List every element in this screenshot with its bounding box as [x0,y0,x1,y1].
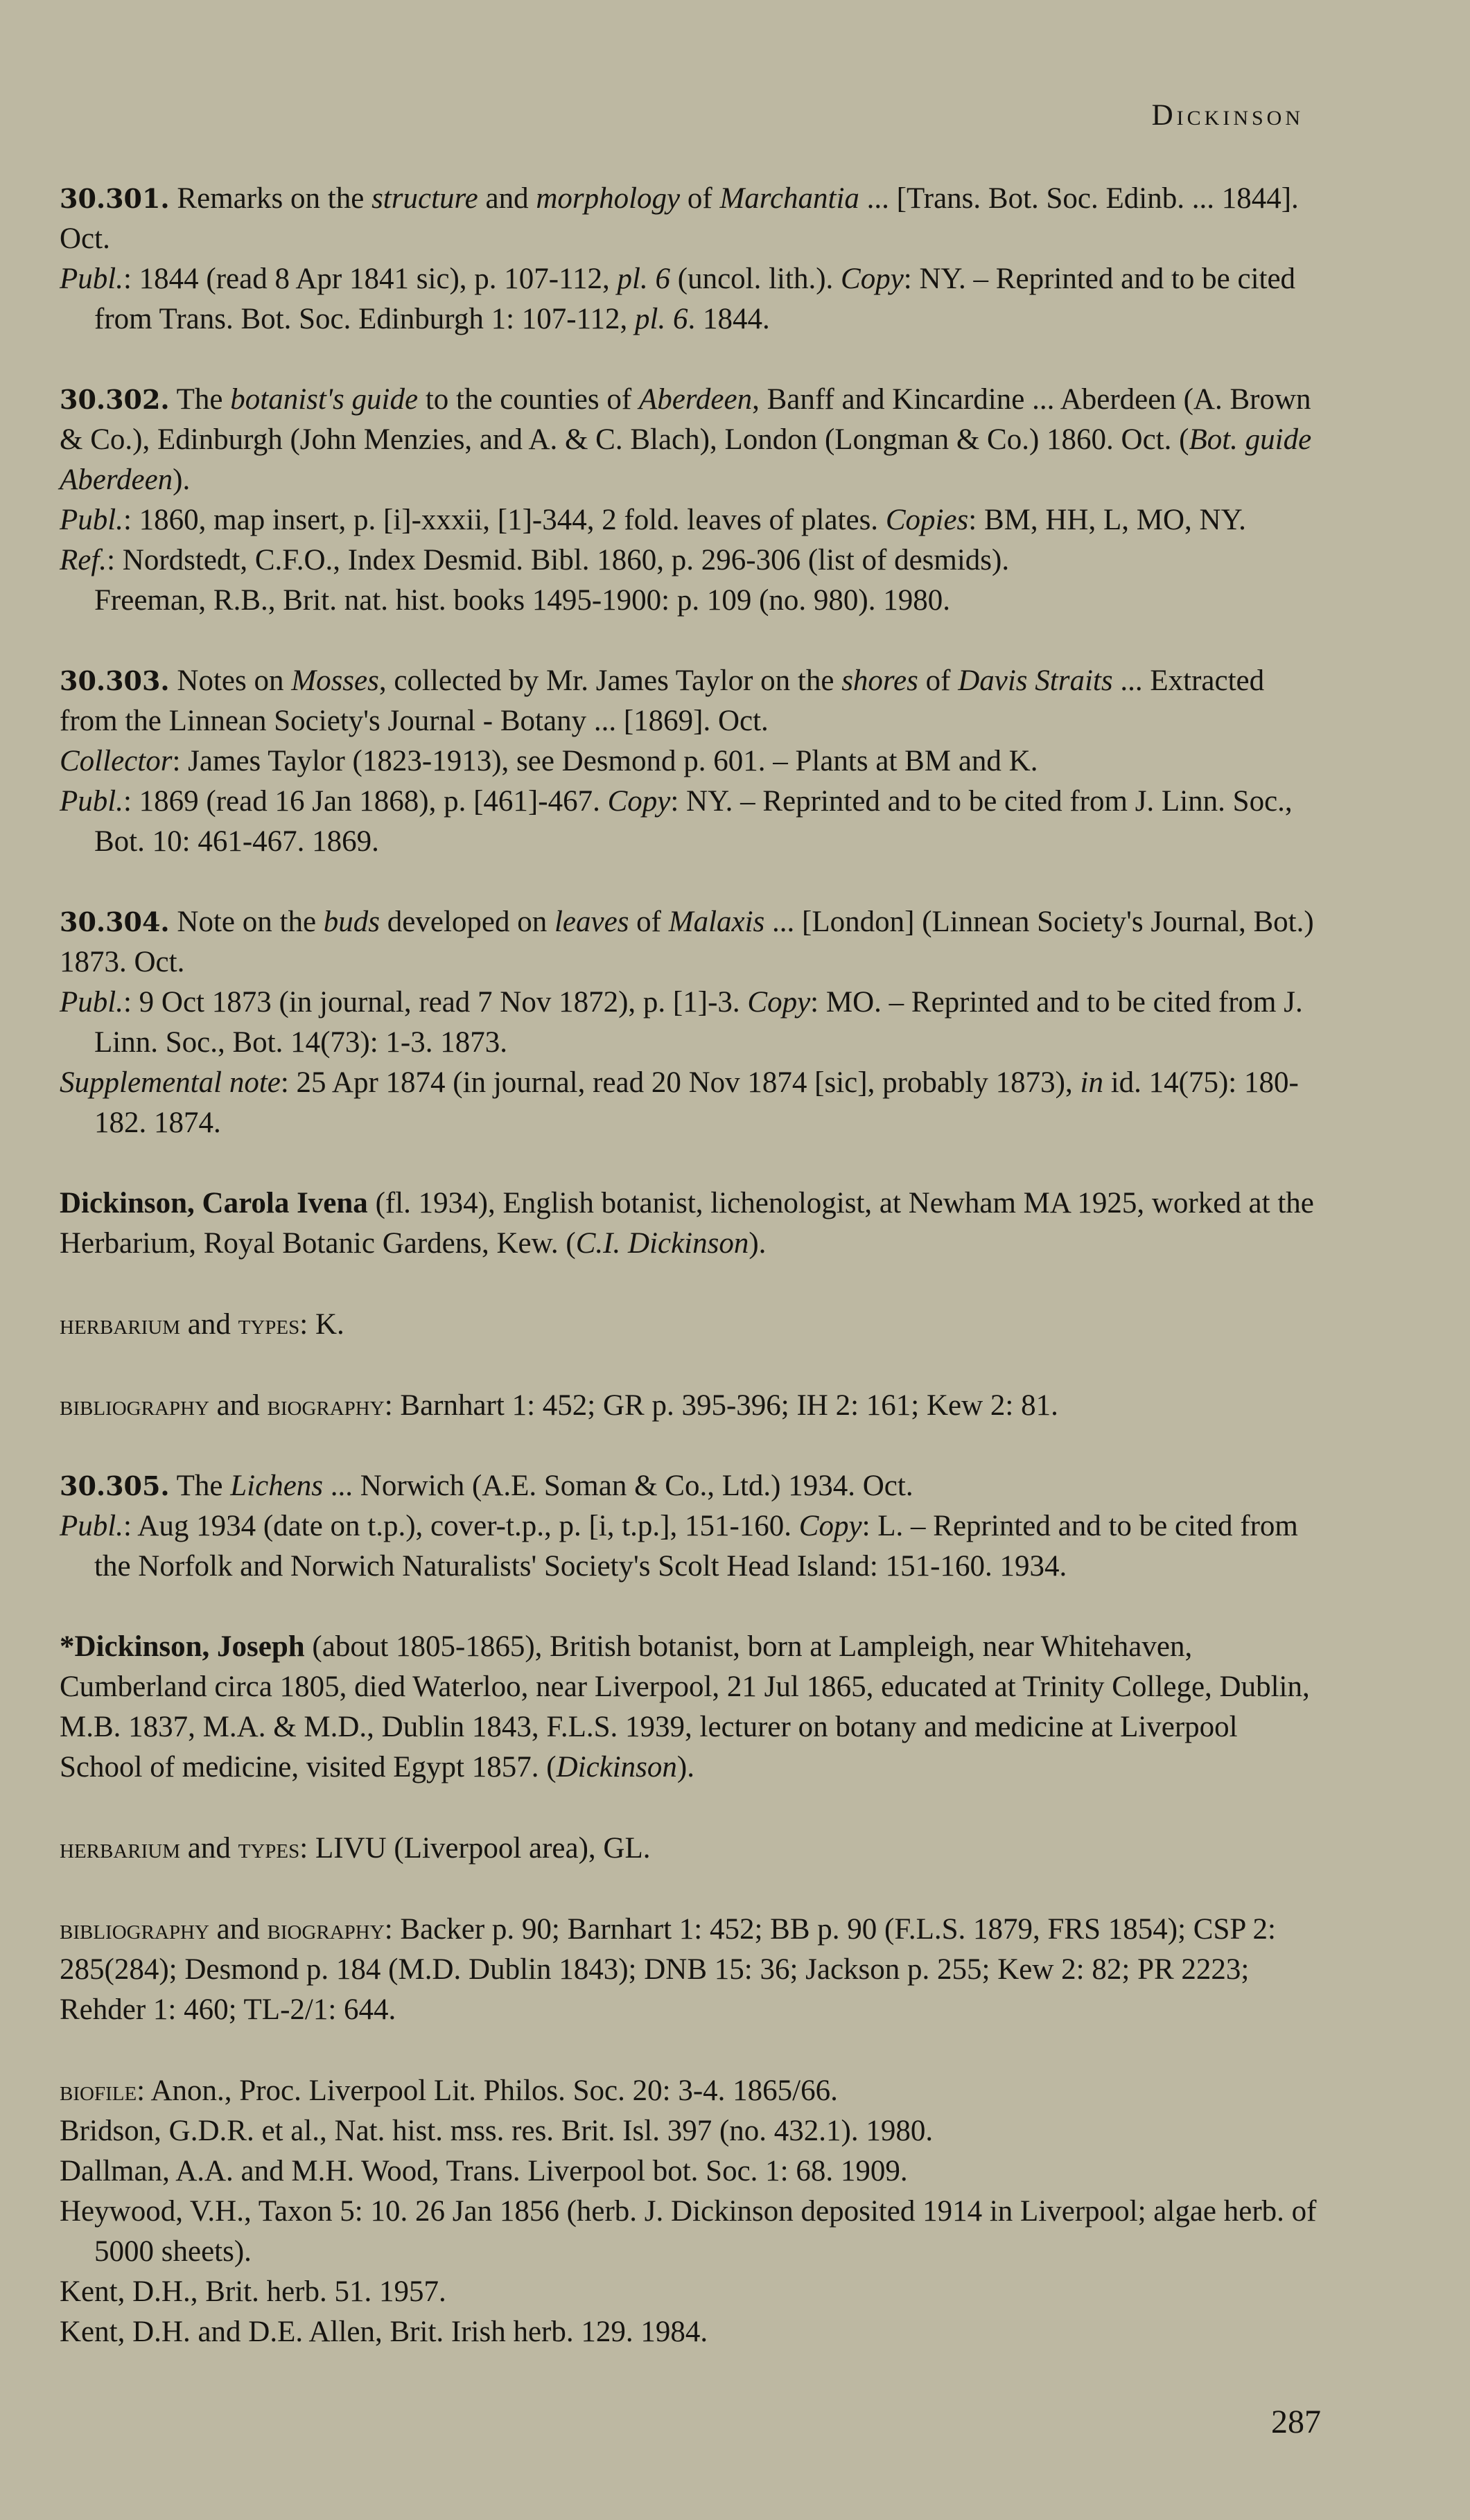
entry-number: 30.301. [60,183,170,214]
entry-30-301 [60,179,1321,340]
entry-number: 30.304. [60,906,170,937]
publication-note: Publ.: 1860, map insert, p. [i]-xxxii, [1]-344, 2 fold. leaves of plates. Copies: BM, HH, L, MO, NY. [60,504,1246,536]
entry-title: 30.305. The Lichens ... Norwich (A.E. Soman & Co., Ltd.) 1934. Oct. [60,1470,913,1502]
author-biography: Dickinson, Carola Ivena (fl. 1934), English botanist, lichenologist, at Newham MA 1925, worked at the Herbarium, Royal Botanic Gardens, Kew. (C.I. Dickinson). [60,1187,1314,1260]
entry-number: 30.303. [60,665,170,696]
biofile-section [60,2070,1321,2352]
entry-title: 30.303. Notes on Mosses, collected by Mr. James Taylor on the shores of Davis Straits ... Extracted from the Linnean Society's Journal - Botany ... [1869]. Oct. [60,664,1265,737]
entry-30-305 [60,1466,1321,1587]
entry-title: 30.302. The botanist's guide to the counties of Aberdeen, Banff and Kincardine ... Aberdeen (A. Brown & Co.), Edinburgh (John Menzies, and A. & C. Blach), London (Longman & Co.) 1860. Oct. (Bot. guide Aberdeen). [60,383,1312,496]
publication-note: Publ.: 1844 (read 8 Apr 1841 sic), p. 107-112, pl. 6 (uncol. lith.). Copy: NY. – Reprinted and to be cited from Trans. Bot. Soc. Edinburgh 1: 107-112, pl. 6. 1844. [60,263,1296,335]
entry-title: 30.304. Note on the buds developed on leaves of Malaxis ... [London] (Linnean Society's Journal, Bot.) 1873. Oct. [60,906,1314,978]
collector-note: Collector: James Taylor (1823-1913), see Desmond p. 601. – Plants at BM and K. [60,745,1038,777]
biofile-item: Bridson, G.D.R. et al., Nat. hist. mss. res. Brit. Isl. 397 (no. 432.1). 1980. [60,2115,934,2147]
running-header: Dickinson [1151,99,1304,132]
author-name: *Dickinson, Joseph [60,1630,305,1663]
entry-30-304 [60,902,1321,1143]
biofile-item: Kent, D.H., Brit. herb. 51. 1957. [60,2275,446,2308]
supplemental-note: Supplemental note: 25 Apr 1874 (in journal, read 20 Nov 1874 [sic], probably 1873), in id. 14(75): 180-182. 1874. [60,1066,1299,1139]
page-content [60,179,1321,2393]
publication-note: Publ.: 1869 (read 16 Jan 1868), p. [461]-467. Copy: NY. – Reprinted and to be cited from J. Linn. Soc., Bot. 10: 461-467. 1869. [60,785,1293,858]
entry-title: 30.301. Remarks on the structure and morphology of Marchantia ... [Trans. Bot. Soc. Edinb. ... 1844]. Oct. [60,182,1299,255]
biofile-item: Kent, D.H. and D.E. Allen, Brit. Irish herb. 129. 1984. [60,2316,708,2348]
reference-note: Ref.: Nordstedt, C.F.O., Index Desmid. Bibl. 1860, p. 296-306 (list of desmids). [60,544,1010,576]
author-name: Dickinson, Carola Ivena [60,1187,368,1219]
publication-note: Publ.: Aug 1934 (date on t.p.), cover-t.p., p. [i, t.p.], 151-160. Copy: L. – Reprinted and to be cited from the Norfolk and Norwich Naturalists' Society's Scolt Head Island: 151-160. 1934. [60,1510,1298,1583]
herbarium-section: herbarium and types: LIVU (Liverpool area), GL. [60,1832,651,1865]
entry-30-302 [60,380,1321,621]
bibliography-section: bibliography and biography: Barnhart 1: 452; GR p. 395-396; IH 2: 161; Kew 2: 81. [60,1389,1058,1422]
publication-note: Publ.: 9 Oct 1873 (in journal, read 7 Nov 1872), p. [1]-3. Copy: MO. – Reprinted and to be cited from J. Linn. Soc., Bot. 14(73): 1-3. 1873. [60,986,1303,1059]
entry-30-303 [60,661,1321,862]
biofile-item: Dallman, A.A. and M.H. Wood, Trans. Liverpool bot. Soc. 1: 68. 1909. [60,2155,908,2187]
herbarium-section: herbarium and types: K. [60,1308,344,1341]
author-joseph-dickinson [60,1627,1321,1788]
entry-number: 30.305. [60,1470,170,1501]
author-biography: *Dickinson, Joseph (about 1805-1865), British botanist, born at Lampleigh, near Whitehaven, Cumberland circa 1805, died Waterloo, near Liverpool, 21 Jul 1865, educated at Trinity College, Dublin, M.B. 1837, M.A. & M.D., Dublin 1843, F.L.S. 1939, lecturer on botany and medicine at Liverpool School of medicine, visited Egypt 1857. (Dickinson). [60,1630,1310,1783]
biofile-item: biofile: Anon., Proc. Liverpool Lit. Philos. Soc. 20: 3-4. 1865/66. [60,2074,838,2107]
biofile-item: Heywood, V.H., Taxon 5: 10. 26 Jan 1856 (herb. J. Dickinson deposited 1914 in Liverpool; algae herb. of 5000 sheets). [60,2195,1317,2268]
page-number: 287 [1271,2404,1321,2440]
bibliography-section: bibliography and biography: Backer p. 90; Barnhart 1: 452; BB p. 90 (F.L.S. 1879, FRS 1854); CSP 2: 285(284); Desmond p. 184 (M.D. Dublin 1843); DNB 15: 36; Jackson p. 255; Kew 2: 82; PR 2223; Rehder 1: 460; TL-2/1: 644. [60,1913,1276,2026]
author-carola-dickinson [60,1183,1321,1264]
entry-number: 30.302. [60,384,170,415]
reference-note-continued: Freeman, R.B., Brit. nat. hist. books 1495-1900: p. 109 (no. 980). 1980. [94,584,950,617]
